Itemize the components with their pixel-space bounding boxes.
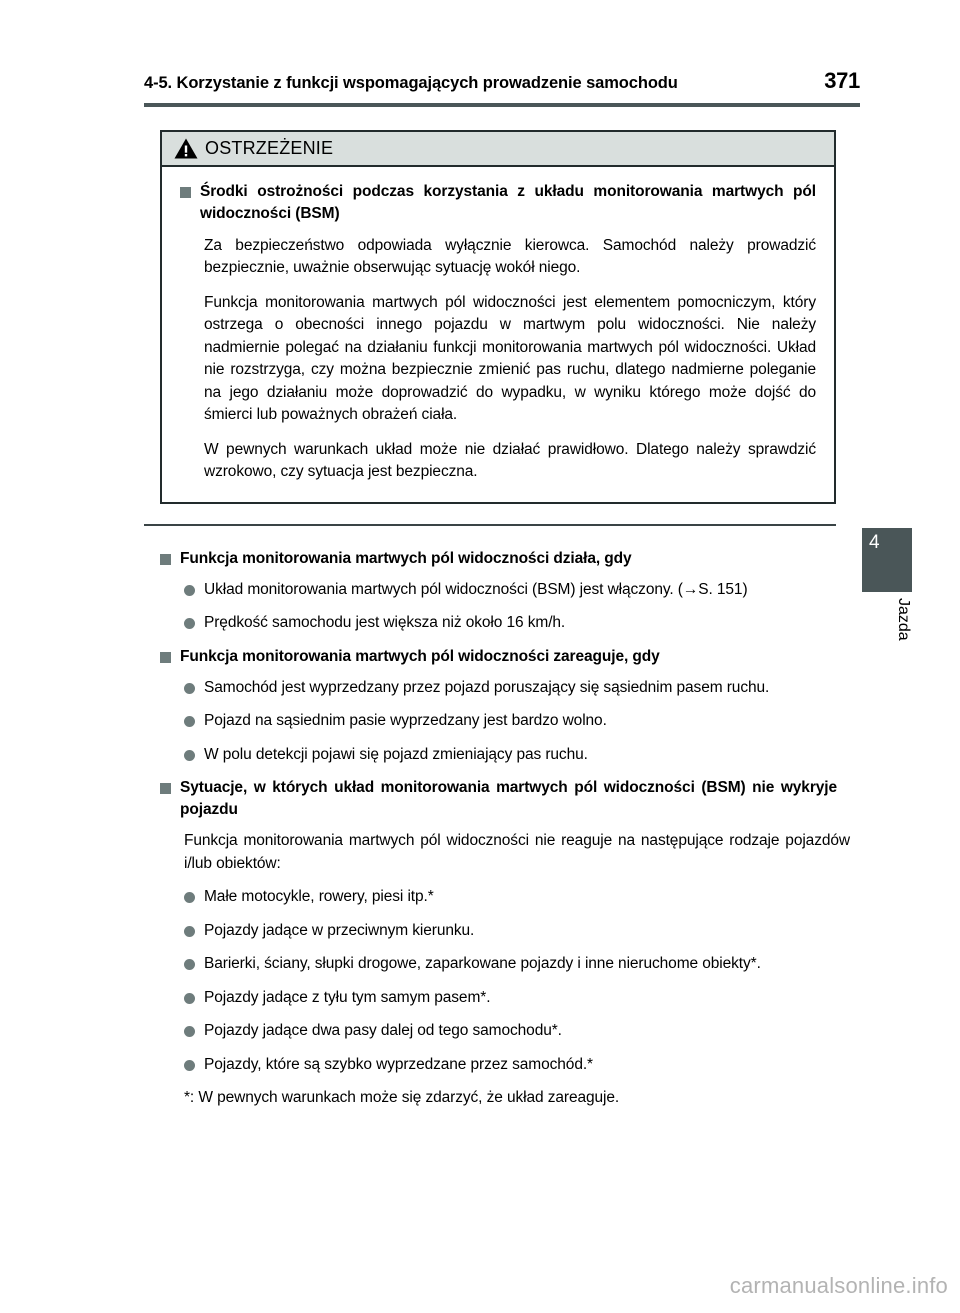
list-item-text: Samochód jest wyprzedzany przez pojazd poruszający się sąsiednim pasem ruchu. [204, 678, 770, 696]
list-item [184, 744, 850, 766]
dot-bullet-icon [184, 892, 195, 903]
list-item-text: Małe motocykle, rowery, piesi itp.* [204, 888, 434, 906]
footnote: *: W pewnych warunkach może się zdarzyć, że układ zareaguje. [184, 1089, 620, 1107]
chapter-number: 4 [869, 532, 880, 553]
list-item-text: Pojazdy, które są szybko wyprzedzane przez samochód.* [204, 1055, 593, 1073]
dot-bullet-icon [184, 1026, 195, 1037]
dot-bullet-icon [184, 716, 195, 727]
list-item [184, 920, 850, 942]
content-divider [144, 524, 836, 526]
list-item-text: Prędkość samochodu jest większa niż około 16 km/h. [204, 614, 566, 632]
chapter-tab [862, 528, 912, 592]
list-item-text: Układ monitorowania martwych pól widoczności (BSM) jest włączony. (→S. 151) [204, 581, 748, 598]
list-item [184, 677, 850, 699]
section-heading-row [160, 548, 850, 570]
list-item-text: Barierki, ściany, słupki drogowe, zaparkowane pojazdy i inne nieruchome obiekty*. [204, 955, 761, 973]
list-item-text: Pojazd na sąsiednim pasie wyprzedzany jest bardzo wolno. [204, 712, 607, 730]
dot-bullet-icon [184, 926, 195, 937]
list-item [184, 612, 850, 634]
warning-triangle-icon [174, 138, 198, 159]
list-item-text: Pojazdy jadące dwa pasy dalej od tego samochodu*. [204, 1022, 562, 1040]
list-item [184, 1054, 850, 1076]
dot-bullet-icon [184, 1060, 195, 1071]
list-item [184, 710, 850, 732]
chapter-label: Jazda [895, 598, 912, 641]
main-content [160, 548, 850, 1110]
section-heading: Funkcja monitorowania martwych pól widoczności działa, gdy [180, 550, 632, 567]
list-item [184, 1020, 850, 1042]
page-number: 371 [824, 68, 860, 93]
dot-bullet-icon [184, 585, 195, 596]
list-item-text: Pojazdy jadące w przeciwnym kierunku. [204, 921, 475, 939]
warning-paragraph: Funkcja monitorowania martwych pól widoczności jest elementem pomocniczym, który ostrzega o obecności innego pojazdu w martwym polu widoczności. Nie należy nadmiernie polegać na działaniu funkcji monitorowania martwych pól widoczności. Układ nie rozstrzyga, czy można bezpiecznie zmienić pas ruchu, dlatego nadmierne poleganie na jego działaniu może doprowadzić do wypadku, w wyniku którego może dojść do śmierci lub poważnych obrażeń ciała. [204, 293, 816, 424]
header-rule [144, 103, 860, 107]
page-header [144, 68, 860, 94]
warning-box [160, 130, 836, 504]
warning-box-body [162, 167, 834, 502]
section-heading-row [160, 646, 850, 668]
dot-bullet-icon [184, 959, 195, 970]
warning-heading: Środki ostrożności podczas korzystania z układu monitorowania martwych pól widoczności (BSM) [200, 183, 816, 222]
warning-heading-row [180, 181, 816, 225]
warning-box-header [162, 132, 834, 167]
list-item [184, 987, 850, 1009]
dot-bullet-icon [184, 683, 195, 694]
warning-paragraph: Za bezpieczeństwo odpowiada wyłącznie kierowca. Samochód należy prowadzić bezpiecznie, uważnie obserwując sytuację wokół niego. [204, 237, 816, 277]
square-bullet-icon [160, 783, 171, 794]
warning-label: OSTRZEŻENIE [205, 138, 334, 158]
section-intro-text: Funkcja monitorowania martwych pól widoczności nie reaguje na następujące rodzaje pojazdów i/lub obiektów: [184, 832, 850, 872]
square-bullet-icon [160, 554, 171, 565]
watermark: carmanualsonline.info [729, 1273, 948, 1298]
dot-bullet-icon [184, 993, 195, 1004]
section-heading: Funkcja monitorowania martwych pól widoczności zareaguje, gdy [180, 647, 660, 665]
list-item [184, 886, 850, 908]
list-item [184, 579, 850, 601]
section-title: 4-5. Korzystanie z funkcji wspomagających prowadzenie samochodu [144, 74, 678, 92]
dot-bullet-icon [184, 618, 195, 629]
square-bullet-icon [160, 652, 171, 663]
dot-bullet-icon [184, 750, 195, 761]
square-bullet-icon [180, 187, 191, 198]
section-heading: Sytuacje, w których układ monitorowania martwych pól widoczności (BSM) nie wykryje pojazdu [180, 779, 837, 819]
list-item [184, 953, 850, 975]
warning-paragraph: W pewnych warunkach układ może nie działać prawidłowo. Dlatego należy sprawdzić wzrokowo, czy sytuacja jest bezpieczna. [204, 440, 816, 481]
section-heading-row [160, 777, 850, 821]
list-item-text: Pojazdy jadące z tyłu tym samym pasem*. [204, 988, 491, 1006]
list-item-text: W polu detekcji pojawi się pojazd zmieniający pas ruchu. [204, 745, 588, 763]
